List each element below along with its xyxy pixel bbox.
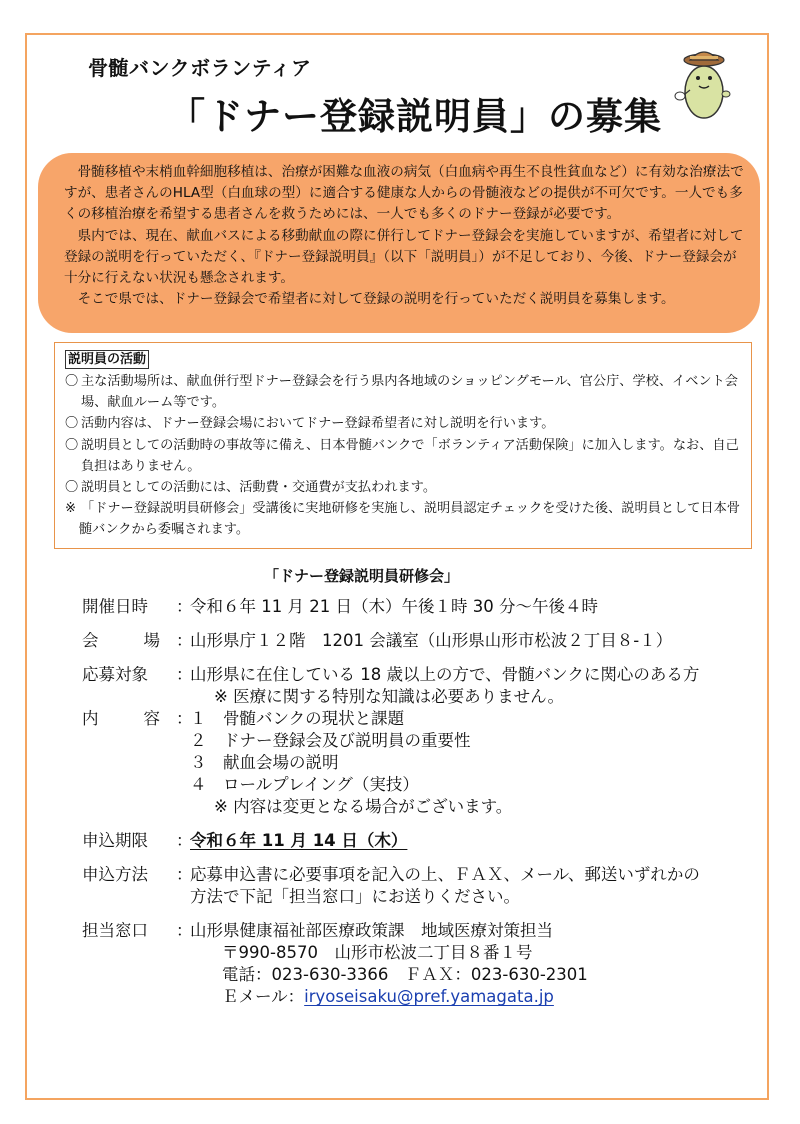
activity-item: [65, 435, 743, 477]
contact-phone: 電話：023-630-3366 ＦＡＸ：023-630-2301: [222, 965, 588, 984]
venue-label-a: 会: [82, 631, 99, 650]
intro-box: [38, 153, 760, 333]
activity-item: [65, 477, 743, 498]
content-label-a: 内: [82, 709, 99, 728]
date-row: [82, 596, 772, 618]
deadline-row: [82, 830, 772, 852]
activity-item-text: 活動内容は、ドナー登録会場においてドナー登録希望者に対し説明を行います。: [81, 416, 555, 432]
note-mark-icon: ※: [65, 501, 77, 517]
circle-mark-icon: 〇: [65, 480, 79, 496]
contact-email-line: [190, 986, 772, 1008]
target-row: [82, 664, 772, 708]
activity-item: [65, 413, 743, 434]
intro-paragraph: 骨髄移植や末梢血幹細胞移植は、治療が困難な血液の病気（白血病や再生不良性貧血など）に有効な治療法ですが、患者さんのHLA型（白血球の型）に適合する健康な人からの骨髄液などの提供が不可欠です。一人でも多くの移植治療を希望する患者さんを救うためには、一人でも多くのドナー登録が必要です。: [64, 164, 744, 223]
content-item: ２ ドナー登録会及び説明員の重要性: [190, 731, 471, 750]
intro-paragraph: そこで県では、ドナー登録会で希望者に対して登録の説明を行っていただく説明員を募集します。: [77, 291, 675, 308]
colon: ：: [176, 631, 193, 650]
content-value: [190, 708, 772, 818]
circle-mark-icon: 〇: [65, 374, 79, 389]
content-label-b: 容: [143, 709, 160, 728]
activity-heading: 説明員の活動: [65, 350, 149, 369]
content-item: ４ ロールプレイング（実技）: [190, 775, 419, 794]
contact-label: 担当窓口: [82, 921, 148, 940]
venue-row: [82, 630, 772, 652]
colon: ：: [176, 865, 193, 884]
method-row: [82, 864, 772, 908]
intro-paragraph: 県内では、現在、献血バスによる移動献血の際に併行してドナー登録会を実施していますが、希望者に対して登録の説明を行っていただく、『ドナー登録説明員』（以下「説明員」）が不足しており、今後、ドナー登録会が十分に行えない状況も懸念されます。: [64, 227, 744, 287]
colon: ：: [176, 831, 193, 850]
venue-value: 山形県庁１２階 1201 会議室（山形県山形市松波２丁目８-１）: [190, 631, 673, 650]
activity-box: [54, 342, 752, 549]
activity-item: [65, 371, 743, 413]
activity-note-text: 「ドナー登録説明員研修会」受講後に実地研修を実施し、説明員認定チェックを受けた後、説明員として日本骨髄バンクから委嘱されます。: [79, 501, 740, 538]
contact-value: [190, 920, 772, 1008]
contact-dept: 山形県健康福祉部医療政策課 地域医療対策担当: [190, 921, 553, 940]
venue-label-b: 場: [143, 631, 160, 650]
colon: ：: [176, 921, 193, 940]
circle-mark-icon: 〇: [65, 416, 79, 432]
content-item: ３ 献血会場の説明: [190, 753, 339, 772]
contact-address: 〒990-8570 山形市松波二丁目８番１号: [222, 943, 533, 962]
activity-item-text: 主な活動場所は、献血併行型ドナー登録会を行う県内各地域のショッピングモール、官公庁、学校、イベント会場、献血ルーム等です。: [81, 374, 738, 411]
mascot-illustration: [666, 40, 738, 124]
colon: ：: [176, 709, 193, 728]
method-label: 申込方法: [82, 865, 148, 884]
content-item: １ 骨髄バンクの現状と課題: [190, 709, 405, 728]
circle-mark-icon: 〇: [65, 437, 79, 453]
content-row: [82, 708, 772, 818]
venue-label: [82, 630, 176, 652]
target-value: [190, 664, 772, 708]
content-label: [82, 708, 176, 818]
content-note: ※ 内容は変更となる場合がございます。: [214, 797, 513, 816]
target-label: 応募対象: [82, 665, 148, 684]
seminar-details: [82, 596, 772, 1020]
colon: ：: [176, 597, 193, 616]
method-line: 応募申込書に必要事項を記入の上、ＦＡＸ、メール、郵送いずれかの: [190, 865, 700, 884]
method-line: 方法で下記「担当窓口」にお送りください。: [190, 887, 520, 906]
subtitle: 骨髄バンクボランティア: [88, 56, 312, 80]
target-note: ※ 医療に関する特別な知識は必要ありません。: [214, 687, 565, 706]
target-text: 山形県に在住している 18 歳以上の方で、骨髄バンクに関心のある方: [190, 665, 700, 684]
activity-item-text: 説明員としての活動には、活動費・交通費が支払われます。: [81, 480, 437, 496]
email-label: Ｅメール：: [222, 987, 305, 1006]
date-label: 開催日時: [82, 597, 148, 616]
deadline-label: 申込期限: [82, 831, 148, 850]
activity-item-text: 説明員としての活動時の事故等に備え、日本骨髄バンクで「ボランティア活動保険」に加入します。なお、自己負担はありません。: [81, 437, 739, 474]
colon: ：: [176, 665, 193, 684]
page-title: 「ドナー登録説明員」の募集: [168, 95, 662, 138]
email-link[interactable]: iryoseisaku@pref.yamagata.jp: [304, 987, 554, 1006]
date-value: 令和６年 11 月 21 日（木）午後１時 30 分～午後４時: [190, 597, 598, 616]
contact-row: [82, 920, 772, 1008]
activity-note: [65, 498, 743, 540]
deadline-value-wrap: [190, 830, 772, 852]
deadline-value: 令和６年 11 月 14 日（木）: [190, 831, 408, 850]
method-value: [190, 864, 772, 908]
seminar-title: 「ドナー登録説明員研修会」: [264, 567, 460, 585]
